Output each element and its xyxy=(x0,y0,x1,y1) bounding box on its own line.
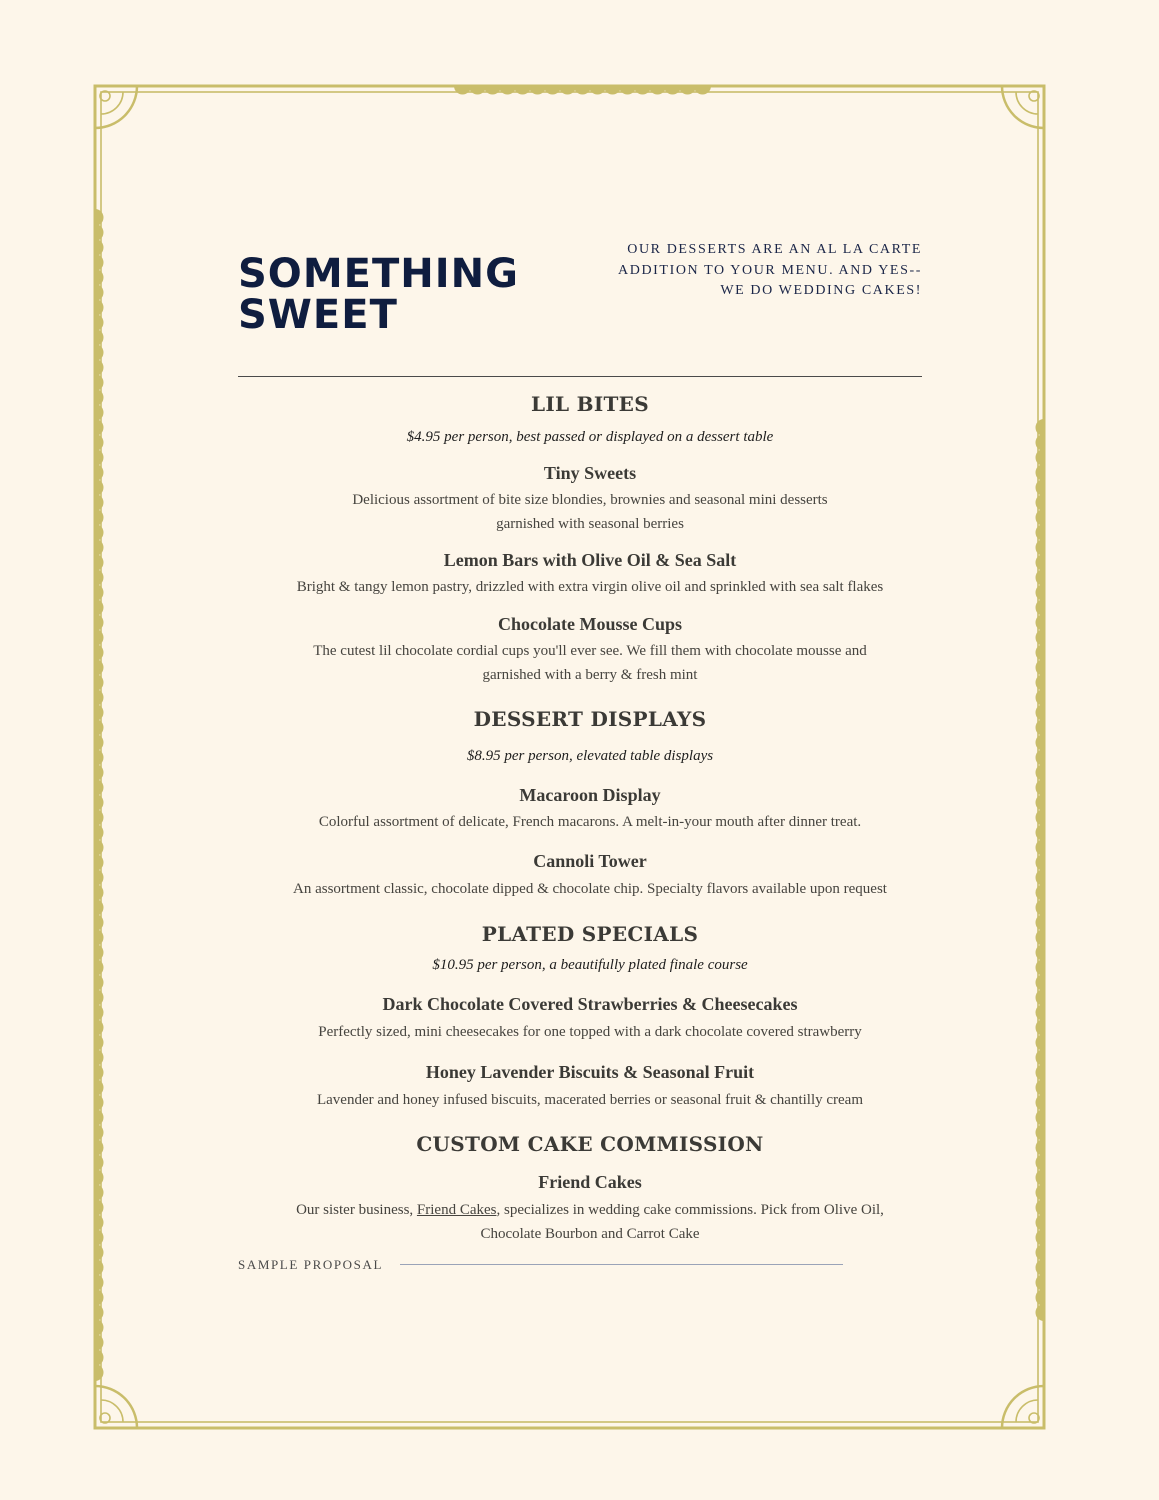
item-desc-cannoli-tower xyxy=(238,877,942,901)
item-name-honey-lavender-biscuits: Honey Lavender Biscuits & Seasonal Fruit xyxy=(425,1062,755,1082)
page-title xyxy=(238,251,519,338)
price-lil-bites: $4.95 per person, best passed or displayed on a dessert table xyxy=(406,429,774,445)
price-dessert-displays: $8.95 per person, elevated table displays xyxy=(466,748,714,764)
tagline-line-3: WE DO WEDDING CAKES! xyxy=(720,283,922,298)
footer-divider xyxy=(400,1264,843,1265)
item-desc-dark-chocolate-strawberries xyxy=(238,1020,942,1044)
item-desc-chocolate-mousse-cups xyxy=(238,639,942,687)
section-heading-custom-cake: CUSTOM CAKE COMMISSION xyxy=(416,1132,764,1156)
title-line-2: SWEET xyxy=(238,292,398,338)
item-desc-line: Perfectly sized, mini cheesecakes for one topped with a dark chocolate covered strawberry xyxy=(318,1024,862,1040)
item-desc-line: Lavender and honey infused biscuits, macerated berries or seasonal fruit & chantilly cream xyxy=(316,1092,864,1108)
tagline-line-1: OUR DESSERTS ARE AN AL LA CARTE xyxy=(627,242,922,257)
item-desc-line: Delicious assortment of bite size blondies, brownies and seasonal mini desserts xyxy=(352,492,828,508)
item-desc-lemon-bars xyxy=(238,575,942,599)
item-desc-line: An assortment classic, chocolate dipped & chocolate chip. Specialty flavors available upon request xyxy=(293,881,887,897)
item-name-tiny-sweets: Tiny Sweets xyxy=(543,463,637,483)
title-line-1: SOMETHING xyxy=(238,251,519,297)
item-name-lemon-bars: Lemon Bars with Olive Oil & Sea Salt xyxy=(443,550,737,570)
item-desc-honey-lavender-biscuits xyxy=(238,1088,942,1112)
item-desc-line: Bright & tangy lemon pastry, drizzled with extra virgin olive oil and sprinkled with sea salt flakes xyxy=(296,579,884,595)
item-desc-line: Colorful assortment of delicate, French macarons. A melt-in-your mouth after dinner treat. xyxy=(318,814,862,830)
footer-label: SAMPLE PROPOSAL xyxy=(238,1257,384,1272)
item-desc-friend-cakes xyxy=(238,1198,942,1246)
item-name-macaroon-display: Macaroon Display xyxy=(519,785,661,805)
item-desc-line: garnished with seasonal berries xyxy=(496,516,684,532)
item-desc-line: Chocolate Bourbon and Carrot Cake xyxy=(480,1226,700,1242)
item-desc-line: garnished with a berry & fresh mint xyxy=(482,667,698,683)
section-heading-dessert-displays: DESSERT DISPLAYS xyxy=(473,707,707,731)
item-name-friend-cakes: Friend Cakes xyxy=(538,1172,642,1192)
item-desc-macaroon-display xyxy=(238,810,942,834)
price-plated-specials: $10.95 per person, a beautifully plated finale course xyxy=(432,957,748,973)
desc-text: Our sister business, xyxy=(296,1202,417,1218)
item-name-dark-chocolate-strawberries: Dark Chocolate Covered Strawberries & Cheesecakes xyxy=(382,994,798,1014)
tagline-line-2: ADDITION TO YOUR MENU. AND YES-- xyxy=(618,262,922,278)
item-desc-line xyxy=(238,1198,942,1222)
section-heading-plated-specials: PLATED SPECIALS xyxy=(481,922,699,946)
tagline xyxy=(560,240,922,302)
desc-text: , specializes in wedding cake commissions. Pick from Olive Oil, xyxy=(496,1202,884,1218)
item-name-chocolate-mousse-cups: Chocolate Mousse Cups xyxy=(497,614,682,634)
friend-cakes-link[interactable]: Friend Cakes xyxy=(416,1202,497,1218)
header-divider xyxy=(238,376,922,377)
item-desc-line: The cutest lil chocolate cordial cups you'll ever see. We fill them with chocolate mousse and xyxy=(313,643,867,659)
item-name-cannoli-tower: Cannoli Tower xyxy=(533,851,647,871)
section-heading-lil-bites: LIL BITES xyxy=(531,392,649,416)
item-desc-tiny-sweets xyxy=(238,488,942,536)
